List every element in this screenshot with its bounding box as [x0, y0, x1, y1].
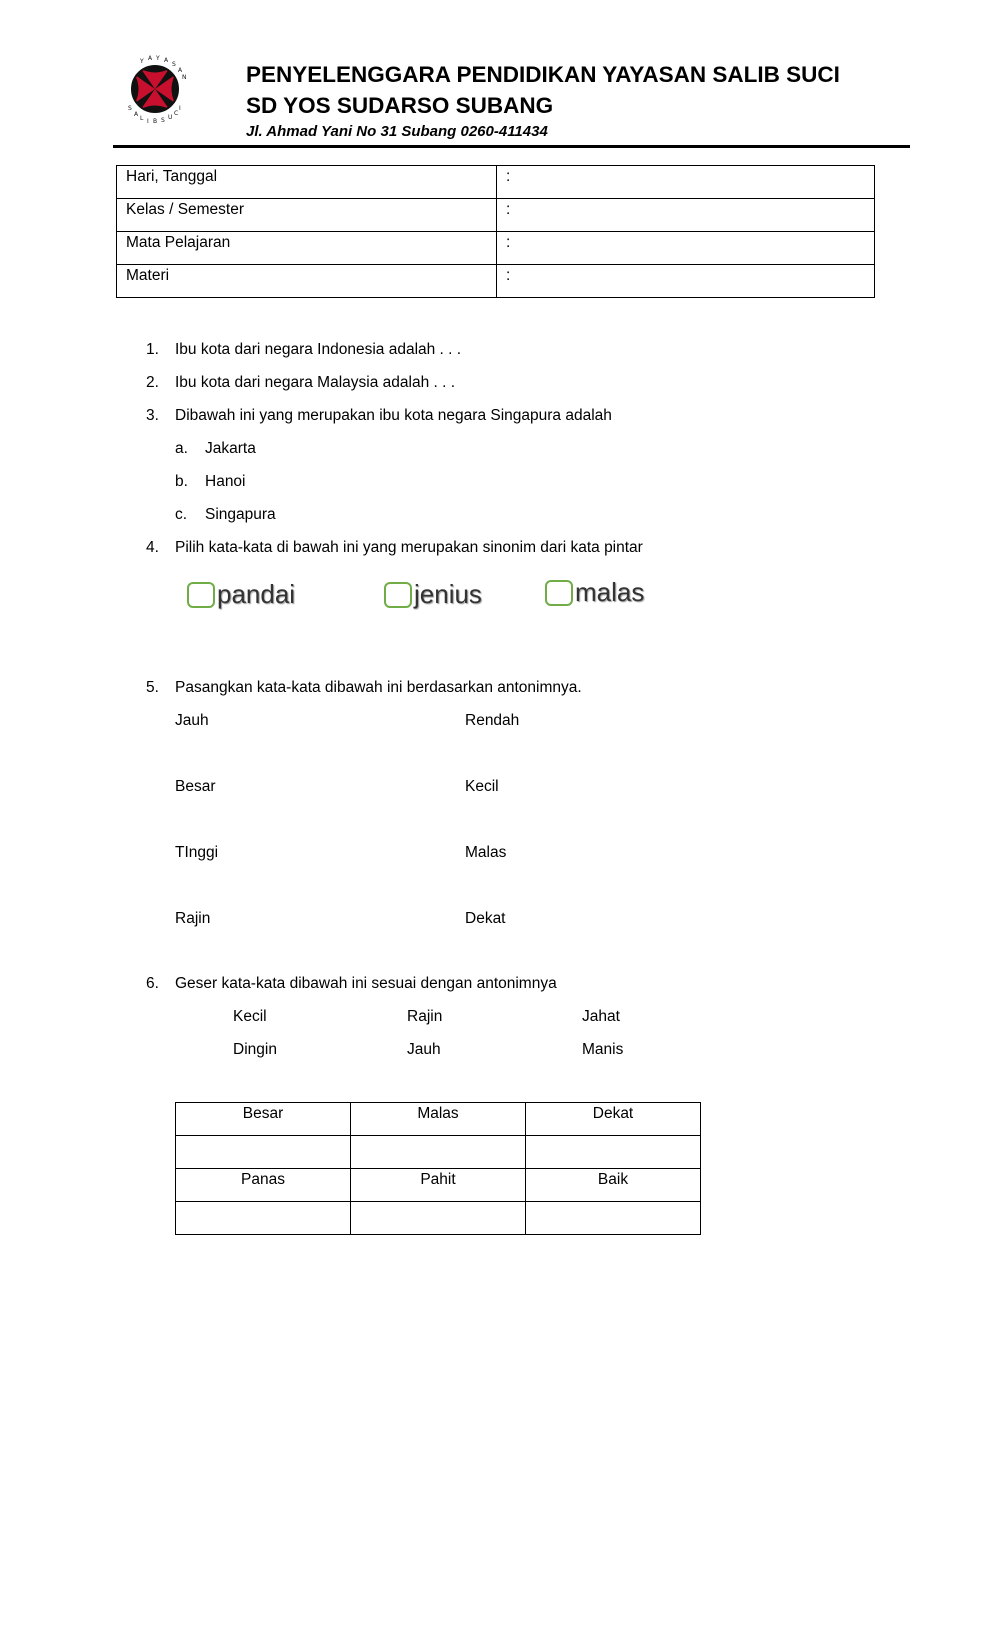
question-number: 2.	[146, 374, 159, 391]
info-label: Materi	[117, 265, 497, 298]
checkbox[interactable]	[187, 582, 215, 608]
svg-text:S: S	[161, 117, 165, 124]
drop-zone[interactable]	[526, 1136, 701, 1169]
option-text: Singapura	[205, 506, 276, 523]
question-text: Pasangkan kata-kata dibawah ini berdasarkan antonimnya.	[175, 679, 582, 696]
option-letter: b.	[175, 473, 188, 490]
school-header	[246, 59, 840, 121]
svg-text:I: I	[147, 118, 149, 125]
checkbox[interactable]	[384, 582, 412, 608]
question-number: 6.	[146, 975, 159, 992]
info-value-field[interactable]: :	[497, 232, 875, 265]
svg-text:L: L	[140, 115, 144, 122]
school-address: Jl. Ahmad Yani No 31 Subang 0260-411434	[246, 123, 548, 140]
drop-zone[interactable]	[176, 1136, 351, 1169]
svg-text:C: C	[174, 110, 179, 117]
svg-text:S: S	[128, 105, 132, 112]
drop-zone[interactable]	[526, 1202, 701, 1235]
choice-label: malas	[575, 577, 645, 607]
table-cell: Dekat	[526, 1103, 701, 1136]
option-a[interactable]	[175, 440, 256, 458]
option-letter: a.	[175, 440, 188, 457]
match-right-item[interactable]: Dekat	[465, 910, 506, 927]
svg-text:A: A	[134, 111, 139, 118]
draggable-word[interactable]: Kecil	[233, 1008, 267, 1025]
choice-label: jenius	[414, 579, 482, 609]
option-b[interactable]	[175, 473, 246, 491]
choice-label: pandai	[217, 579, 296, 609]
drop-zone[interactable]	[351, 1202, 526, 1235]
header-divider	[113, 145, 910, 148]
table-row	[176, 1103, 701, 1136]
svg-text:U: U	[168, 114, 173, 121]
identity-table	[116, 165, 875, 298]
draggable-word[interactable]: Jauh	[407, 1041, 441, 1058]
question-text: Geser kata-kata dibawah ini sesuai dengan antonimnya	[175, 975, 557, 992]
match-left-item[interactable]: Rajin	[175, 910, 211, 927]
school-logo	[118, 52, 192, 126]
table-cell: Panas	[176, 1169, 351, 1202]
table-row	[176, 1202, 701, 1235]
info-value-field[interactable]: :	[497, 199, 875, 232]
table-cell: Baik	[526, 1169, 701, 1202]
drop-zone[interactable]	[351, 1136, 526, 1169]
table-cell: Besar	[176, 1103, 351, 1136]
info-value-field[interactable]: :	[497, 166, 875, 199]
draggable-word[interactable]: Rajin	[407, 1008, 443, 1025]
question-text: Dibawah ini yang merupakan ibu kota negara Singapura adalah	[175, 407, 612, 424]
question-number: 4.	[146, 539, 159, 556]
option-text: Jakarta	[205, 440, 256, 457]
svg-text:Y: Y	[140, 58, 144, 65]
match-right-item[interactable]: Kecil	[465, 778, 499, 795]
drop-zone[interactable]	[176, 1202, 351, 1235]
svg-text:N: N	[182, 74, 187, 81]
svg-text:B: B	[153, 118, 158, 125]
info-label: Mata Pelajaran	[117, 232, 497, 265]
checkbox[interactable]	[545, 580, 573, 606]
table-row	[117, 265, 875, 298]
question-text: Pilih kata-kata di bawah ini yang merupakan sinonim dari kata pintar	[175, 539, 643, 556]
svg-text:S: S	[172, 61, 176, 68]
svg-text:I: I	[179, 105, 181, 112]
svg-text:A: A	[164, 57, 169, 64]
option-c[interactable]	[175, 506, 276, 524]
draggable-word[interactable]: Jahat	[582, 1008, 620, 1025]
info-value-field[interactable]: :	[497, 265, 875, 298]
choice-malas[interactable]	[545, 578, 644, 606]
table-cell: Malas	[351, 1103, 526, 1136]
svg-text:Y: Y	[156, 55, 160, 62]
question-number: 1.	[146, 341, 159, 358]
svg-text:A: A	[178, 67, 183, 74]
draggable-word[interactable]: Dingin	[233, 1041, 277, 1058]
info-label: Kelas / Semester	[117, 199, 497, 232]
match-right-item[interactable]: Malas	[465, 844, 507, 861]
table-cell: Pahit	[351, 1169, 526, 1202]
table-row	[117, 199, 875, 232]
foundation-title: PENYELENGGARA PENDIDIKAN YAYASAN SALIB SUCI	[246, 62, 840, 87]
match-right-item[interactable]: Rendah	[465, 712, 520, 729]
table-row	[117, 166, 875, 199]
question-number: 5.	[146, 679, 159, 696]
school-name: SD YOS SUDARSO SUBANG	[246, 93, 554, 118]
table-row	[117, 232, 875, 265]
info-label: Hari, Tanggal	[117, 166, 497, 199]
question-text: Ibu kota dari negara Indonesia adalah . . .	[175, 341, 462, 358]
table-row	[176, 1169, 701, 1202]
match-left-item[interactable]: Besar	[175, 778, 216, 795]
choice-jenius[interactable]	[384, 580, 482, 608]
table-row	[176, 1136, 701, 1169]
option-text: Hanoi	[205, 473, 246, 490]
svg-text:A: A	[148, 55, 153, 62]
draggable-word[interactable]: Manis	[582, 1041, 624, 1058]
antonym-drop-table	[175, 1102, 701, 1235]
question-text: Ibu kota dari negara Malaysia adalah . . .	[175, 374, 456, 391]
choice-pandai[interactable]	[187, 580, 295, 608]
match-left-item[interactable]: TInggi	[175, 844, 219, 861]
question-number: 3.	[146, 407, 159, 424]
option-letter: c.	[175, 506, 188, 523]
match-left-item[interactable]: Jauh	[175, 712, 209, 729]
